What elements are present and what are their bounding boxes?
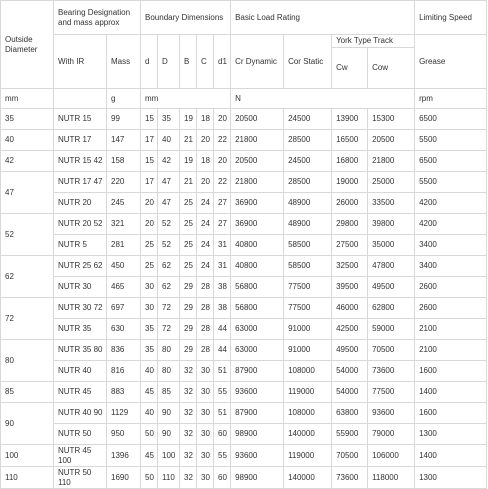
cell-speed: 1400 <box>415 445 487 467</box>
cell-C: 30 <box>197 424 214 445</box>
cell-cor-static: 28500 <box>284 172 332 193</box>
cell-cor-static: 24500 <box>284 151 332 172</box>
cell-mass: 147 <box>107 130 141 151</box>
cell-designation: NUTR 15 <box>54 109 107 130</box>
cell-D: 47 <box>158 172 180 193</box>
cell-d: 20 <box>141 193 158 214</box>
cell-cor-static: 58500 <box>284 235 332 256</box>
cell-cor-static: 140000 <box>284 467 332 489</box>
cell-outside-diameter: 80 <box>1 340 54 382</box>
cell-speed: 5500 <box>415 172 487 193</box>
cell-cr-dynamic: 40800 <box>231 256 284 277</box>
cell-D: 62 <box>158 277 180 298</box>
cell-d1: 31 <box>214 235 231 256</box>
cell-cr-dynamic: 36900 <box>231 193 284 214</box>
table-row <box>1 277 487 298</box>
cell-cw: 63800 <box>332 403 368 424</box>
cell-d: 30 <box>141 277 158 298</box>
cell-mass: 465 <box>107 277 141 298</box>
cell-cw: 27500 <box>332 235 368 256</box>
cell-cor-static: 24500 <box>284 109 332 130</box>
cell-B: 25 <box>180 235 197 256</box>
table-row <box>1 256 487 277</box>
header-C: C <box>197 35 214 89</box>
cell-C: 24 <box>197 256 214 277</box>
cell-cow: 70500 <box>368 340 415 361</box>
cell-B: 21 <box>180 130 197 151</box>
cell-cr-dynamic: 21800 <box>231 130 284 151</box>
cell-cow: 106000 <box>368 445 415 467</box>
cell-d: 25 <box>141 235 158 256</box>
table-body <box>1 89 487 489</box>
cell-mass: 450 <box>107 256 141 277</box>
table-row <box>1 130 487 151</box>
cell-D: 90 <box>158 424 180 445</box>
unit-speed: rpm <box>415 89 487 109</box>
cell-designation: NUTR 40 90 <box>54 403 107 424</box>
cell-d: 20 <box>141 214 158 235</box>
cell-cow: 59000 <box>368 319 415 340</box>
cell-C: 20 <box>197 172 214 193</box>
header-with-ir: With IR <box>54 35 107 89</box>
cell-d1: 22 <box>214 172 231 193</box>
table-row <box>1 214 487 235</box>
cell-d: 25 <box>141 256 158 277</box>
cell-outside-diameter: 62 <box>1 256 54 298</box>
cell-cow: 15300 <box>368 109 415 130</box>
cell-C: 28 <box>197 340 214 361</box>
cell-designation: NUTR 40 <box>54 361 107 382</box>
unit-designation <box>54 89 107 109</box>
cell-C: 18 <box>197 109 214 130</box>
cell-cow: 93600 <box>368 403 415 424</box>
table-row <box>1 109 487 130</box>
cell-cw: 54000 <box>332 382 368 403</box>
cell-B: 32 <box>180 403 197 424</box>
cell-D: 40 <box>158 130 180 151</box>
cell-d1: 27 <box>214 193 231 214</box>
cell-designation: NUTR 5 <box>54 235 107 256</box>
table-row <box>1 340 487 361</box>
table-row <box>1 193 487 214</box>
cell-mass: 281 <box>107 235 141 256</box>
cell-cr-dynamic: 56800 <box>231 298 284 319</box>
cell-cw: 19000 <box>332 172 368 193</box>
cell-outside-diameter: 110 <box>1 467 54 489</box>
table-row <box>1 319 487 340</box>
cell-d1: 51 <box>214 361 231 382</box>
header-cow: Cow <box>368 48 415 89</box>
cell-speed: 1600 <box>415 361 487 382</box>
cell-mass: 1129 <box>107 403 141 424</box>
cell-C: 30 <box>197 382 214 403</box>
cell-d1: 38 <box>214 277 231 298</box>
cell-cw: 39500 <box>332 277 368 298</box>
cell-designation: NUTR 20 <box>54 193 107 214</box>
cell-d1: 55 <box>214 445 231 467</box>
cell-designation: NUTR 45 <box>54 382 107 403</box>
cell-cw: 54000 <box>332 361 368 382</box>
cell-outside-diameter: 100 <box>1 445 54 467</box>
cell-speed: 2600 <box>415 298 487 319</box>
header-cor-static: Cor Static <box>284 35 332 89</box>
cell-speed: 2100 <box>415 319 487 340</box>
header-grease: Grease <box>415 35 487 89</box>
cell-cr-dynamic: 87900 <box>231 403 284 424</box>
cell-d: 50 <box>141 467 158 489</box>
cell-B: 32 <box>180 424 197 445</box>
cell-outside-diameter: 40 <box>1 130 54 151</box>
header-york-type-track: York Type Track <box>332 35 415 48</box>
cell-cor-static: 108000 <box>284 361 332 382</box>
cell-C: 28 <box>197 319 214 340</box>
cell-cw: 55900 <box>332 424 368 445</box>
cell-C: 18 <box>197 151 214 172</box>
cell-C: 30 <box>197 467 214 489</box>
cell-speed: 1300 <box>415 467 487 489</box>
cell-designation: NUTR 45 100 <box>54 445 107 467</box>
cell-B: 32 <box>180 467 197 489</box>
table-row <box>1 445 487 467</box>
cell-D: 35 <box>158 109 180 130</box>
cell-D: 52 <box>158 214 180 235</box>
cell-outside-diameter: 47 <box>1 172 54 214</box>
cell-designation: NUTR 17 47 <box>54 172 107 193</box>
cell-d: 35 <box>141 319 158 340</box>
cell-cor-static: 108000 <box>284 403 332 424</box>
cell-cw: 46000 <box>332 298 368 319</box>
cell-D: 85 <box>158 382 180 403</box>
cell-B: 25 <box>180 193 197 214</box>
cell-d1: 60 <box>214 424 231 445</box>
cell-D: 80 <box>158 340 180 361</box>
cell-cr-dynamic: 36900 <box>231 214 284 235</box>
cell-d: 45 <box>141 445 158 467</box>
cell-cr-dynamic: 63000 <box>231 340 284 361</box>
cell-speed: 2600 <box>415 277 487 298</box>
cell-designation: NUTR 35 80 <box>54 340 107 361</box>
header-boundary-dimensions: Boundary Dimensions <box>141 1 231 35</box>
table-row <box>1 361 487 382</box>
cell-mass: 1690 <box>107 467 141 489</box>
cell-cow: 77500 <box>368 382 415 403</box>
header-d: d <box>141 35 158 89</box>
cell-cw: 70500 <box>332 445 368 467</box>
cell-D: 52 <box>158 235 180 256</box>
cell-cor-static: 77500 <box>284 298 332 319</box>
cell-mass: 220 <box>107 172 141 193</box>
units-row <box>1 89 487 109</box>
cell-speed: 3400 <box>415 235 487 256</box>
cell-d: 30 <box>141 298 158 319</box>
header-D: D <box>158 35 180 89</box>
cell-D: 72 <box>158 298 180 319</box>
cell-designation: NUTR 50 110 <box>54 467 107 489</box>
cell-d1: 20 <box>214 109 231 130</box>
cell-cow: 49500 <box>368 277 415 298</box>
cell-cw: 32500 <box>332 256 368 277</box>
header-cr-dynamic: Cr Dynamic <box>231 35 284 89</box>
cell-speed: 4200 <box>415 214 487 235</box>
cell-cr-dynamic: 56800 <box>231 277 284 298</box>
cell-cr-dynamic: 93600 <box>231 445 284 467</box>
table-row <box>1 151 487 172</box>
cell-speed: 1600 <box>415 403 487 424</box>
cell-d: 17 <box>141 130 158 151</box>
header-mass: Mass <box>107 35 141 89</box>
cell-mass: 883 <box>107 382 141 403</box>
cell-cr-dynamic: 98900 <box>231 467 284 489</box>
cell-mass: 836 <box>107 340 141 361</box>
cell-cw: 49500 <box>332 340 368 361</box>
cell-speed: 5500 <box>415 130 487 151</box>
header-B: B <box>180 35 197 89</box>
cell-B: 29 <box>180 298 197 319</box>
cell-d1: 38 <box>214 298 231 319</box>
cell-cr-dynamic: 40800 <box>231 235 284 256</box>
cell-cow: 35000 <box>368 235 415 256</box>
table-row <box>1 424 487 445</box>
cell-d1: 22 <box>214 130 231 151</box>
cell-speed: 2100 <box>415 340 487 361</box>
cell-cr-dynamic: 63000 <box>231 319 284 340</box>
cell-B: 29 <box>180 319 197 340</box>
cell-d: 40 <box>141 361 158 382</box>
cell-cr-dynamic: 93600 <box>231 382 284 403</box>
cell-d: 35 <box>141 340 158 361</box>
cell-d1: 31 <box>214 256 231 277</box>
unit-dimensions: mm <box>141 89 231 109</box>
cell-speed: 4200 <box>415 193 487 214</box>
table-row <box>1 172 487 193</box>
cell-outside-diameter: 42 <box>1 151 54 172</box>
table-row <box>1 298 487 319</box>
cell-mass: 630 <box>107 319 141 340</box>
table-row <box>1 467 487 489</box>
cell-d: 17 <box>141 172 158 193</box>
cell-designation: NUTR 25 62 <box>54 256 107 277</box>
cell-cor-static: 48900 <box>284 193 332 214</box>
cell-B: 32 <box>180 445 197 467</box>
cell-designation: NUTR 50 <box>54 424 107 445</box>
cell-mass: 1396 <box>107 445 141 467</box>
cell-cw: 16800 <box>332 151 368 172</box>
cell-d1: 55 <box>214 382 231 403</box>
cell-outside-diameter: 90 <box>1 403 54 445</box>
cell-cor-static: 28500 <box>284 130 332 151</box>
header-cw: Cw <box>332 48 368 89</box>
unit-outside-diameter: mm <box>1 89 54 109</box>
cell-C: 30 <box>197 445 214 467</box>
cell-D: 90 <box>158 403 180 424</box>
cell-C: 30 <box>197 361 214 382</box>
cell-d1: 27 <box>214 214 231 235</box>
cell-B: 19 <box>180 109 197 130</box>
unit-load: N <box>231 89 415 109</box>
cell-cr-dynamic: 98900 <box>231 424 284 445</box>
cell-B: 25 <box>180 214 197 235</box>
header-outside-diameter: Outside Diameter <box>1 1 54 89</box>
cell-D: 42 <box>158 151 180 172</box>
cell-D: 72 <box>158 319 180 340</box>
cell-outside-diameter: 72 <box>1 298 54 340</box>
cell-B: 25 <box>180 256 197 277</box>
cell-B: 21 <box>180 172 197 193</box>
cell-cw: 73600 <box>332 467 368 489</box>
cell-cw: 29800 <box>332 214 368 235</box>
cell-d: 45 <box>141 382 158 403</box>
cell-D: 100 <box>158 445 180 467</box>
cell-C: 30 <box>197 403 214 424</box>
cell-B: 29 <box>180 340 197 361</box>
cell-cow: 20500 <box>368 130 415 151</box>
cell-designation: NUTR 30 <box>54 277 107 298</box>
cell-cor-static: 119000 <box>284 382 332 403</box>
header-limiting-speed: Limiting Speed <box>415 1 487 35</box>
cell-cow: 47800 <box>368 256 415 277</box>
cell-outside-diameter: 35 <box>1 109 54 130</box>
cell-mass: 697 <box>107 298 141 319</box>
cell-speed: 1300 <box>415 424 487 445</box>
table-row <box>1 382 487 403</box>
cell-speed: 3400 <box>415 256 487 277</box>
cell-D: 62 <box>158 256 180 277</box>
cell-outside-diameter: 52 <box>1 214 54 256</box>
cell-cor-static: 58500 <box>284 256 332 277</box>
cell-designation: NUTR 30 72 <box>54 298 107 319</box>
cell-d: 50 <box>141 424 158 445</box>
cell-d1: 44 <box>214 319 231 340</box>
cell-B: 32 <box>180 361 197 382</box>
cell-cor-static: 91000 <box>284 319 332 340</box>
header-bearing-designation: Bearing Designation and mass approx <box>54 1 141 35</box>
cell-cow: 73600 <box>368 361 415 382</box>
cell-d: 15 <box>141 109 158 130</box>
cell-designation: NUTR 20 52 <box>54 214 107 235</box>
cell-mass: 950 <box>107 424 141 445</box>
cell-C: 28 <box>197 277 214 298</box>
cell-C: 24 <box>197 235 214 256</box>
cell-cow: 79000 <box>368 424 415 445</box>
cell-cw: 13900 <box>332 109 368 130</box>
cell-cow: 33500 <box>368 193 415 214</box>
cell-d1: 60 <box>214 467 231 489</box>
cell-cor-static: 48900 <box>284 214 332 235</box>
cell-cow: 39800 <box>368 214 415 235</box>
table-row <box>1 235 487 256</box>
cell-d: 15 <box>141 151 158 172</box>
cell-cw: 42500 <box>332 319 368 340</box>
cell-D: 80 <box>158 361 180 382</box>
cell-cor-static: 91000 <box>284 340 332 361</box>
cell-D: 110 <box>158 467 180 489</box>
header-basic-load-rating: Basic Load Rating <box>231 1 415 35</box>
cell-d1: 44 <box>214 340 231 361</box>
header-d1: d1 <box>214 35 231 89</box>
cell-cor-static: 119000 <box>284 445 332 467</box>
cell-d1: 20 <box>214 151 231 172</box>
cell-cow: 118000 <box>368 467 415 489</box>
cell-speed: 1400 <box>415 382 487 403</box>
cell-C: 24 <box>197 193 214 214</box>
table-row <box>1 403 487 424</box>
cell-cor-static: 140000 <box>284 424 332 445</box>
cell-C: 28 <box>197 298 214 319</box>
cell-cr-dynamic: 87900 <box>231 361 284 382</box>
unit-mass: g <box>107 89 141 109</box>
cell-cr-dynamic: 20500 <box>231 151 284 172</box>
cell-designation: NUTR 15 42 <box>54 151 107 172</box>
cell-designation: NUTR 35 <box>54 319 107 340</box>
cell-mass: 816 <box>107 361 141 382</box>
cell-cow: 25000 <box>368 172 415 193</box>
cell-cr-dynamic: 20500 <box>231 109 284 130</box>
cell-mass: 321 <box>107 214 141 235</box>
cell-cr-dynamic: 21800 <box>231 172 284 193</box>
cell-C: 20 <box>197 130 214 151</box>
cell-cw: 26000 <box>332 193 368 214</box>
cell-d1: 51 <box>214 403 231 424</box>
cell-speed: 6500 <box>415 151 487 172</box>
cell-outside-diameter: 85 <box>1 382 54 403</box>
cell-D: 47 <box>158 193 180 214</box>
cell-C: 24 <box>197 214 214 235</box>
cell-cow: 62800 <box>368 298 415 319</box>
cell-cor-static: 77500 <box>284 277 332 298</box>
cell-d: 40 <box>141 403 158 424</box>
cell-B: 32 <box>180 382 197 403</box>
cell-B: 29 <box>180 277 197 298</box>
cell-cw: 16500 <box>332 130 368 151</box>
cell-B: 19 <box>180 151 197 172</box>
cell-cow: 21800 <box>368 151 415 172</box>
cell-mass: 99 <box>107 109 141 130</box>
cell-mass: 158 <box>107 151 141 172</box>
cell-mass: 245 <box>107 193 141 214</box>
cell-designation: NUTR 17 <box>54 130 107 151</box>
cell-speed: 6500 <box>415 109 487 130</box>
